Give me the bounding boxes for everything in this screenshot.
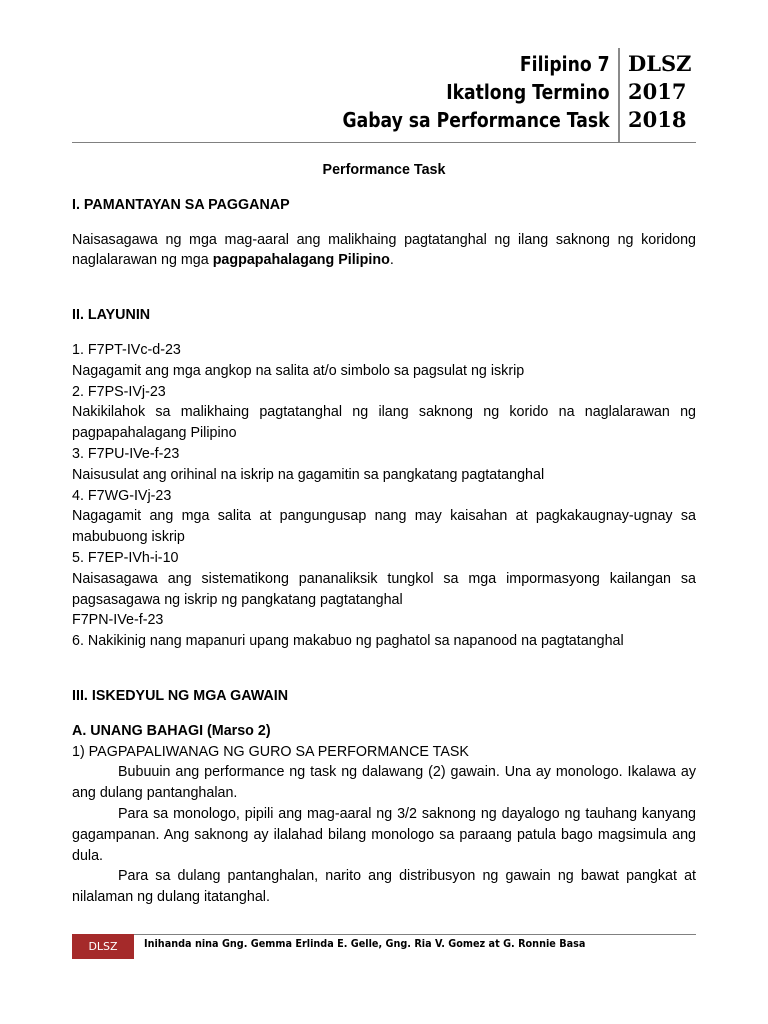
section-heading-pamantayan: I. PAMANTAYAN SA PAGGANAP bbox=[72, 196, 290, 213]
layunin-code: F7PN-IVe-f-23 bbox=[72, 612, 164, 629]
layunin-text: Nakikilahok sa malikhaing pagtatanghal ng ilang saknong ng korido na naglalarawan ng pagpapahalagang Pilipino bbox=[72, 404, 696, 442]
footer-credits: Inihanda nina Gng. Gemma Erlinda E. Gelle, Gng. Ria V. Gomez at G. Ronnie Basa bbox=[144, 937, 586, 950]
layunin-code: 2. F7PS-IVj-23 bbox=[72, 383, 166, 400]
pamantayan-emphasis: pagpapahalagang Pilipino bbox=[212, 252, 390, 269]
header-term: Ikatlong Termino bbox=[446, 80, 610, 104]
layunin-text: Naisasagawa ang sistematikong pananaliksik tungkol sa mga impormasyong kailangan sa pagsasagawa ng iskrip ng pangkatang pagtatanghal bbox=[72, 570, 696, 608]
layunin-text: 6. Nakikinig nang mapanuri upang makabuo ng paghatol sa napanood na pagtatanghal bbox=[72, 633, 624, 650]
layunin-code: 1. F7PT-IVc-d-23 bbox=[72, 341, 181, 358]
layunin-code: 3. F7PU-IVe-f-23 bbox=[72, 445, 180, 462]
schedule-paragraph: Para sa dulang pantanghalan, narito ang distribusyon ng gawain ng bawat pangkat at nilalaman ng dulang itatanghal. bbox=[72, 868, 696, 906]
header-subtitle: Gabay sa Performance Task bbox=[342, 108, 610, 132]
layunin-text: Naisusulat ang orihinal na iskrip na gagamitin sa pangkatang pagtatanghal bbox=[72, 466, 545, 483]
schedule-paragraph: Bubuuin ang performance ng task ng dalawang (2) gawain. Una ay monologo. Ikalawa ay ang dulang pantanghalan. bbox=[72, 764, 696, 802]
pamantayan-period: . bbox=[389, 252, 394, 269]
document-header bbox=[72, 48, 696, 142]
schedule-item: 1) PAGPAPALIWANAG NG GURO SA PERFORMANCE TASK bbox=[72, 743, 469, 760]
header-year-end: 2018 bbox=[628, 107, 687, 132]
footer-badge: DLSZ bbox=[72, 934, 134, 959]
header-year-start: 2017 bbox=[628, 79, 687, 104]
header-divider bbox=[618, 48, 620, 142]
document-body bbox=[72, 160, 696, 908]
page-title: Performance Task bbox=[322, 162, 446, 178]
header-course: Filipino 7 bbox=[520, 52, 610, 76]
layunin-text: Nagagamit ang mga salita at pangungusap nang may kaisahan at pagkakaugnay-ugnay sa mabubuong iskrip bbox=[72, 508, 696, 546]
header-rule bbox=[72, 142, 696, 143]
pamantayan-text: Naisasagawa ng mga mag-aaral ang malikhaing pagtatanghal ng ilang saknong ng koridong naglalarawan ng mga bbox=[72, 231, 696, 269]
section-heading-iskedyul: III. ISKEDYUL NG MGA GAWAIN bbox=[72, 687, 289, 704]
section-heading-layunin: II. LAYUNIN bbox=[72, 307, 151, 324]
footer-rule bbox=[72, 934, 696, 935]
header-school: DLSZ bbox=[628, 51, 692, 76]
pamantayan-paragraph bbox=[72, 230, 696, 272]
header-school-block bbox=[628, 50, 691, 134]
subsection-heading: A. UNANG BAHAGI (Marso 2) bbox=[72, 722, 271, 739]
schedule-paragraph: Para sa monologo, pipili ang mag-aaral ng 3/2 saknong ng dayalogo ng tauhang kanyang gagampanan. Ang saknong ay ilalahad bilang monologo sa paraang patula bago magsimula ang dula. bbox=[72, 805, 696, 864]
header-title-block bbox=[343, 50, 610, 134]
layunin-text: Nagagamit ang mga angkop na salita at/o simbolo sa pagsulat ng iskrip bbox=[72, 362, 525, 379]
layunin-code: 4. F7WG-IVj-23 bbox=[72, 487, 172, 504]
layunin-code: 5. F7EP-IVh-i-10 bbox=[72, 549, 179, 566]
